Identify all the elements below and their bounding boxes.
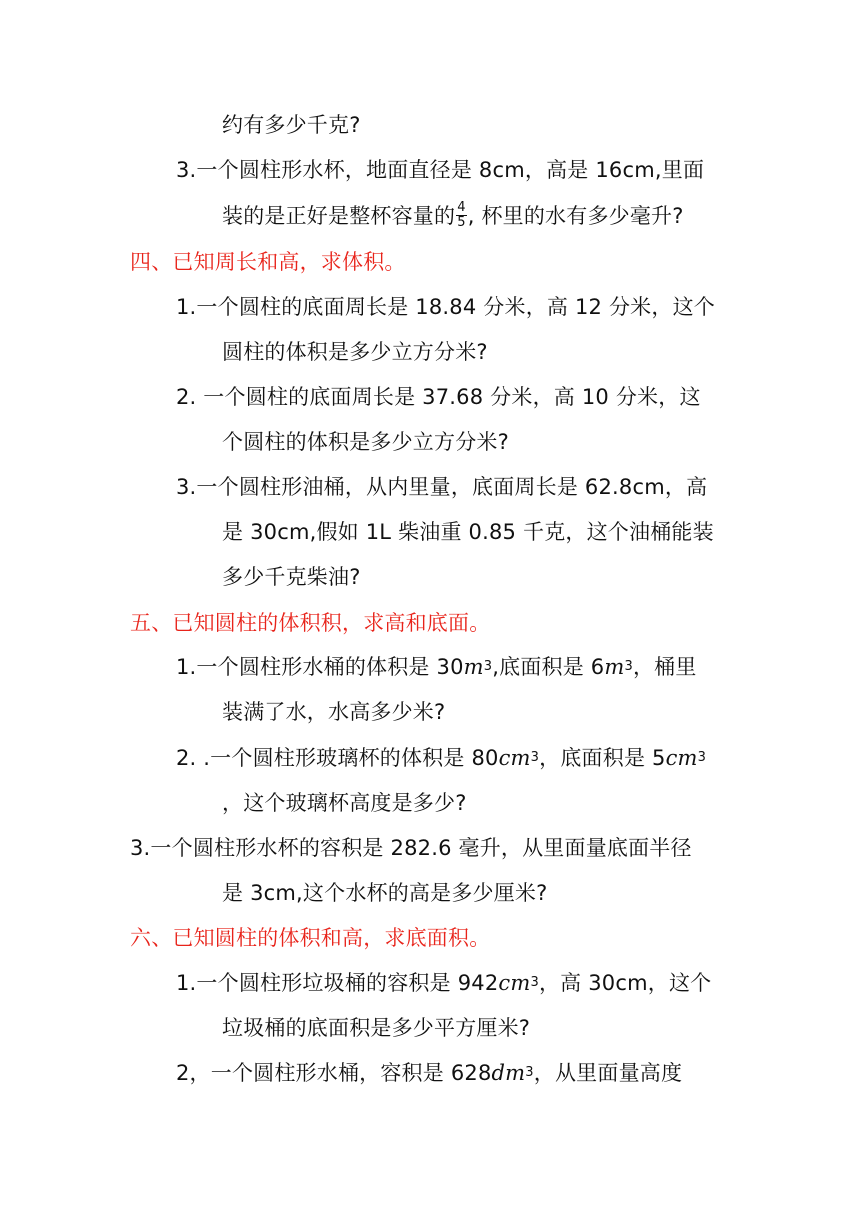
problem-2-line-1: 2. .一个圆柱形玻璃杯的体积是 $80cm^3$，底面积是 $5cm^3$	[176, 746, 707, 770]
problem-3-line-2: 是 30cm,假如 1L 柴油重 0.85 千克，这个油桶能装	[222, 520, 714, 544]
problem-3-line-1: 3.一个圆柱形水杯的容积是 282.6 毫升，从里面量底面半径	[130, 836, 692, 860]
problem-1-line-1: 1.一个圆柱形水桶的体积是 $30m^3$,底面积是 $6m^3$，桶里	[176, 655, 697, 679]
problem-3-line-1: 3.一个圆柱形油桶，从内里量，底面周长是 62.8cm，高	[176, 475, 708, 499]
problem-3-line-2: 装的是正好是整杯容量的 $\frac{4}{5}$ , 杯里的水有多少毫升?	[222, 199, 684, 230]
problem-1-line-2: 垃圾桶的底面积是多少平方厘米?	[222, 1016, 531, 1040]
problem-3-line-2: 是 3cm,这个水杯的高是多少厘米?	[222, 881, 548, 905]
fraction: $\frac{4}{5}$	[457, 199, 466, 230]
problem-1-line-2: 装满了水，水高多少米?	[222, 700, 446, 724]
problem-3-line-1: 3.一个圆柱形水杯，地面直径是 8cm，高是 16cm,里面	[176, 158, 705, 182]
problem-2-line-1: 2，一个圆柱形水桶，容积是 $628dm^3$，从里面量高度	[176, 1061, 683, 1085]
problem-1-line-1: 1.一个圆柱的底面周长是 18.84 分米，高 12 分米，这个	[176, 295, 715, 319]
problem-1-line-2: 圆柱的体积是多少立方分米?	[222, 340, 488, 364]
text-line: 约有多少千克?	[222, 113, 361, 137]
section-heading-6: 六、已知圆柱的体积和高，求底面积。	[130, 926, 491, 950]
problem-2-line-2: ，这个玻璃杯高度是多少?	[222, 791, 467, 815]
problem-3-line-3: 多少千克柴油?	[222, 565, 361, 589]
problem-2-line-2: 个圆柱的体积是多少立方分米?	[222, 430, 509, 454]
section-heading-4: 四、已知周长和高，求体积。	[130, 250, 406, 274]
section-heading-5: 五、已知圆柱的体积积，求高和底面。	[130, 611, 491, 635]
problem-2-line-1: 2. 一个圆柱的底面周长是 37.68 分米，高 10 分米，这	[176, 385, 701, 409]
problem-1-line-1: 1.一个圆柱形垃圾桶的容积是 $942cm^3$，高 30cm，这个	[176, 971, 712, 995]
